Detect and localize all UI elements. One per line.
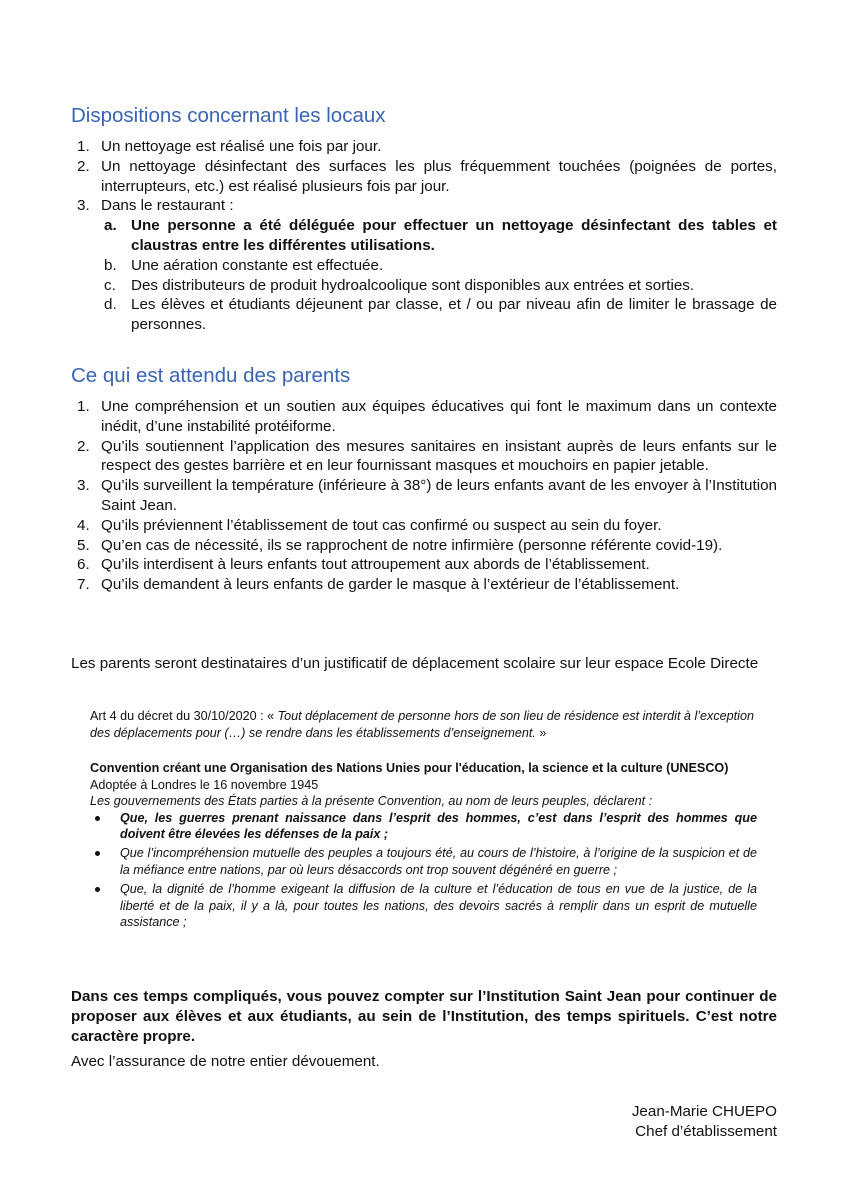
list-letter: c. (104, 276, 116, 294)
list-text: Une personne a été déléguée pour effectuer un nettoyage désinfectant des tables et claustras entre les différentes utilisations. (131, 217, 777, 254)
unesco-intro: Les gouvernements des États parties à la présente Convention, au nom de leurs peuples, déclarent : (90, 794, 653, 809)
list-item (71, 476, 777, 516)
signature-block (632, 1102, 777, 1142)
decree-citation (90, 708, 757, 741)
bullet-item (90, 881, 757, 931)
list-item (71, 575, 777, 595)
bullet-text: Que l’incompréhension mutuelle des peuples a toujours été, au cours de l’histoire, à l’origine de la suspicion et de la méfiance entre nations, par où leurs désaccords ont trop souvent dégénéré en guerre ; (120, 845, 757, 877)
parents-list (71, 397, 777, 595)
list-item (71, 397, 777, 437)
list-text: Qu’ils soutiennent l’application des mesures sanitaires en insistant auprès de leurs enfants sur le respect des gestes barrière et en leur fournissant masques et mouchoirs en papier jetable. (101, 437, 777, 475)
list-text: Qu’ils interdisent à leurs enfants tout attroupement aux abords de l’établissement. (101, 556, 650, 574)
list-text: Qu’ils surveillent la température (inférieure à 38°) de leurs enfants avant de les envoyer à l’Institution Saint Jean. (101, 477, 777, 514)
list-text: Des distributeurs de produit hydroalcoolique sont disponibles aux entrées et sorties. (131, 276, 695, 294)
unesco-title: Convention créant une Organisation des Nations Unies pour l'éducation, la science et la culture (UNESCO) (90, 761, 729, 775)
decree-suffix: » (535, 725, 547, 740)
bullet-item (90, 810, 757, 843)
list-text: Qu’ils préviennent l’établissement de tout cas confirmé ou suspect au sein du foyer. (101, 516, 662, 534)
list-number: 4. (77, 516, 90, 534)
signature-role: Chef d’établissement (635, 1122, 777, 1140)
bullet-icon (95, 816, 100, 821)
signature-name: Jean-Marie CHUEPO (631, 1103, 777, 1120)
bullet-text: Que, la dignité de l’homme exigeant la diffusion de la culture et l’éducation de tous en vue de la justice, de la liberté et de la paix, il y a là, pour toutes les nations, des devoirs sacrés à remplir dans un esprit de mutuelle assistance ; (120, 882, 757, 930)
list-number: 5. (77, 536, 90, 554)
list-text: Une compréhension et un soutien aux équipes éducatives qui font le maximum dans un contexte inédit, d’une instabilité protéiforme. (101, 398, 777, 435)
section-title-locaux: Dispositions concernant les locaux (71, 104, 386, 127)
list-text: Qu’en cas de nécessité, ils se rapprochent de notre infirmière (personne référente covid-19). (101, 536, 723, 554)
list-letter: d. (104, 296, 117, 314)
sub-list-item (71, 256, 777, 276)
list-number: 2. (77, 157, 90, 175)
list-number: 3. (77, 477, 90, 495)
list-letter: b. (104, 256, 117, 274)
list-number: 3. (77, 197, 90, 215)
list-number: 1. (77, 138, 90, 155)
list-text: Dans le restaurant : (101, 197, 234, 215)
unesco-adopted: Adoptée à Londres le 16 novembre 1945 (90, 777, 319, 792)
decree-prefix: Art 4 du décret du 30/10/2020 : « (90, 709, 278, 723)
list-number: 6. (77, 556, 90, 574)
list-item (71, 196, 777, 216)
list-text: Une aération constante est effectuée. (131, 256, 384, 274)
list-text: Un nettoyage est réalisé une fois par jour. (101, 138, 382, 155)
list-number: 7. (77, 576, 90, 594)
sub-list-item (71, 216, 777, 256)
list-number: 2. (77, 437, 90, 455)
locaux-list (71, 137, 777, 335)
list-item (71, 157, 777, 197)
list-item (71, 536, 777, 556)
bullet-text: Que, les guerres prenant naissance dans l’esprit des hommes, c’est dans l’esprit des hommes que doivent être élevées les défenses de la paix ; (120, 810, 757, 842)
closing-paragraph: Avec l’assurance de notre entier dévouement. (71, 1053, 380, 1070)
list-text: Un nettoyage désinfectant des surfaces les plus fréquemment touchées (poignées de portes, interrupteurs, etc.) est réalisé plusieurs fois par jour. (101, 157, 777, 195)
section-title-parents: Ce qui est attendu des parents (71, 364, 351, 387)
list-text: Qu’ils demandent à leurs enfants de garder le masque à l’extérieur de l’établissement. (101, 576, 680, 594)
list-text: Les élèves et étudiants déjeunent par classe, et / ou par niveau afin de limiter le brassage de personnes. (131, 296, 777, 334)
unesco-block (90, 760, 757, 931)
list-item (71, 516, 777, 536)
sub-list-item (71, 295, 777, 335)
bullet-icon (95, 851, 100, 856)
list-item (71, 137, 777, 157)
bullet-icon (95, 887, 100, 892)
closing-bold-paragraph: Dans ces temps compliqués, vous pouvez compter sur l’Institution Saint Jean pour continuer de proposer aux élèves et aux étudiants, au sein de l’Institution, des temps spirituels. C’est notre caractère propre. (71, 988, 777, 1045)
sub-list-item (71, 276, 777, 296)
justificatif-paragraph: Les parents seront destinataires d’un justificatif de déplacement scolaire sur leur espace Ecole Directe (71, 655, 759, 672)
bullet-item (90, 845, 757, 878)
list-item (71, 437, 777, 477)
list-number: 1. (77, 398, 90, 415)
list-item (71, 555, 777, 575)
decree-quote: Tout déplacement de personne hors de son lieu de résidence est interdit à l’exception des déplacements pour (…) se rendre dans les établissements d’enseignement. (90, 709, 754, 740)
list-letter: a. (104, 217, 117, 235)
